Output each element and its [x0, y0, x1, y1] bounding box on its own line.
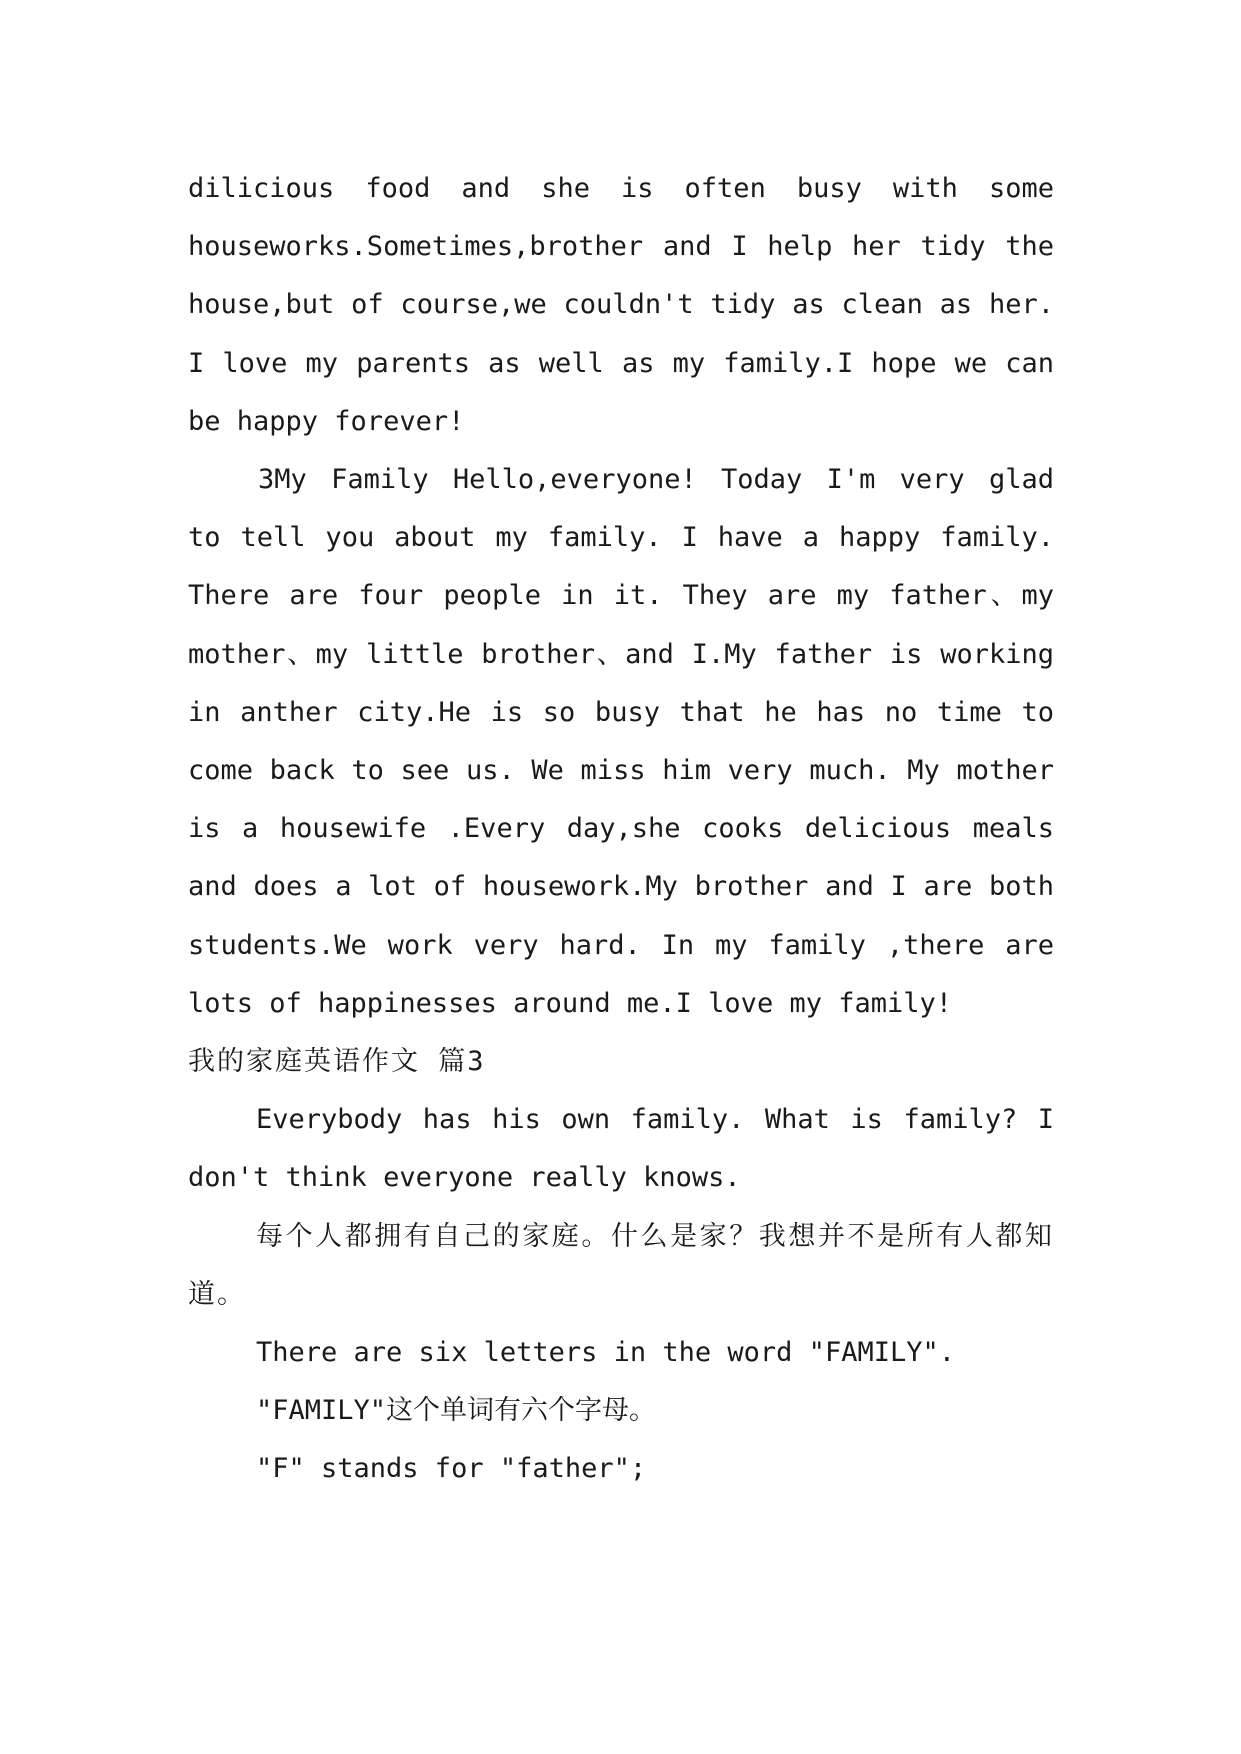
paragraph-continuation: dilicious food and she is often busy with some houseworks.Sometimes,brother and I help her tidy the house,but of course,we couldn't tidy as clean as her. I love my parents as well as my family.I hope we can be happy forever! — [188, 173, 1054, 437]
document-page — [188, 160, 1054, 1499]
paragraph-intro-en: Everybody has his own family. What is family? I don't think everyone really knows. — [188, 1104, 1054, 1194]
paragraph-f-father: "F" stands for "father"; — [256, 1453, 647, 1485]
paragraph-letters-cn: "FAMILY"这个单词有六个字母。 — [256, 1395, 657, 1427]
section-heading: 我的家庭英语作文 篇3 — [188, 1046, 486, 1078]
paragraph-letters-en: There are six letters in the word "FAMILY". — [256, 1337, 955, 1369]
paragraph-essay-2: 3My Family Hello,everyone! Today I'm very glad to tell you about my family. I have a happy family. There are four people in it. They are my father、my mother、my little brother、and I.My father is working in anther city.He is so busy that he has no time to come back to see us. We miss him very much. My mother is a housewife .Every day,she cooks delicious meals and does a lot of housework.My brother and I are both students.We work very hard. In my family ,there are lots of happinesses around me.I love my family! — [188, 464, 1054, 1019]
paragraph-intro-cn: 每个人都拥有自己的家庭。什么是家？我想并不是所有人都知道。 — [188, 1220, 1054, 1310]
